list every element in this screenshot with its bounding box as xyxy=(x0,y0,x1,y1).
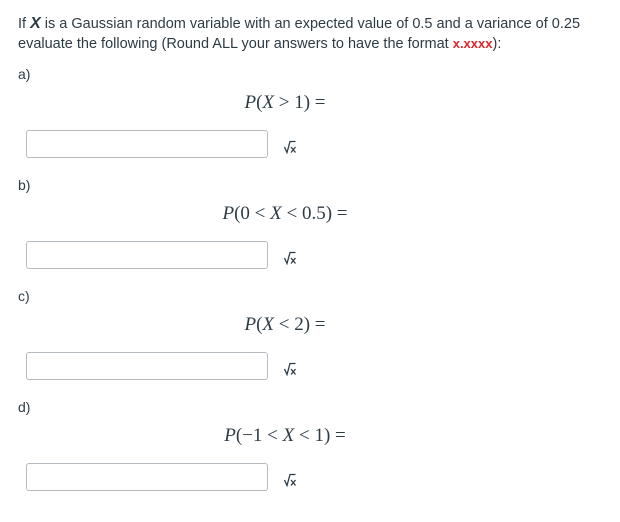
eq-open: ( xyxy=(256,92,263,113)
answer-format: x.xxxx xyxy=(452,36,493,51)
part-b-equation xyxy=(0,203,570,225)
eq-rest: > 1) = xyxy=(274,92,326,113)
eq-open: ( xyxy=(256,314,263,335)
equation-editor-icon[interactable] xyxy=(283,473,297,487)
part-a-label: a) xyxy=(18,66,31,82)
eq-var: X xyxy=(262,92,275,113)
question-body: is a Gaussian random variable with an expected value of 0.5 and a variance of 0.25 evaluate the following (Round ALL your answers to have the format xyxy=(18,16,581,52)
part-c-answer-input[interactable] xyxy=(26,352,268,380)
part-d-answer-input[interactable] xyxy=(26,463,268,491)
eq-func: P xyxy=(222,203,235,224)
part-d-equation xyxy=(0,425,570,447)
part-d-label: d) xyxy=(18,399,31,415)
question-prefix: If xyxy=(18,16,31,32)
question-suffix: ): xyxy=(492,36,502,52)
question-text xyxy=(18,14,608,54)
eq-rest: < 2) = xyxy=(274,314,326,335)
equation-editor-icon[interactable] xyxy=(283,251,297,265)
eq-var: X xyxy=(282,425,295,446)
equation-editor-icon[interactable] xyxy=(283,362,297,376)
eq-rest: < 0.5) = xyxy=(281,203,348,224)
part-a-equation xyxy=(0,92,570,114)
equation-editor-icon[interactable] xyxy=(283,140,297,154)
eq-var: X xyxy=(262,314,275,335)
part-b-answer-input[interactable] xyxy=(26,241,268,269)
eq-open: (−1 < xyxy=(235,425,283,446)
eq-func: P xyxy=(244,92,257,113)
question-variable: X xyxy=(30,15,41,32)
eq-var: X xyxy=(270,203,282,224)
eq-func: P xyxy=(224,425,236,446)
eq-rest: < 1) = xyxy=(294,425,346,446)
eq-open: (0 < xyxy=(234,203,271,224)
part-c-label: c) xyxy=(18,288,30,304)
eq-func: P xyxy=(244,314,257,335)
part-a-answer-input[interactable] xyxy=(26,130,268,158)
part-c-equation xyxy=(0,314,570,336)
part-b-label: b) xyxy=(18,177,31,193)
